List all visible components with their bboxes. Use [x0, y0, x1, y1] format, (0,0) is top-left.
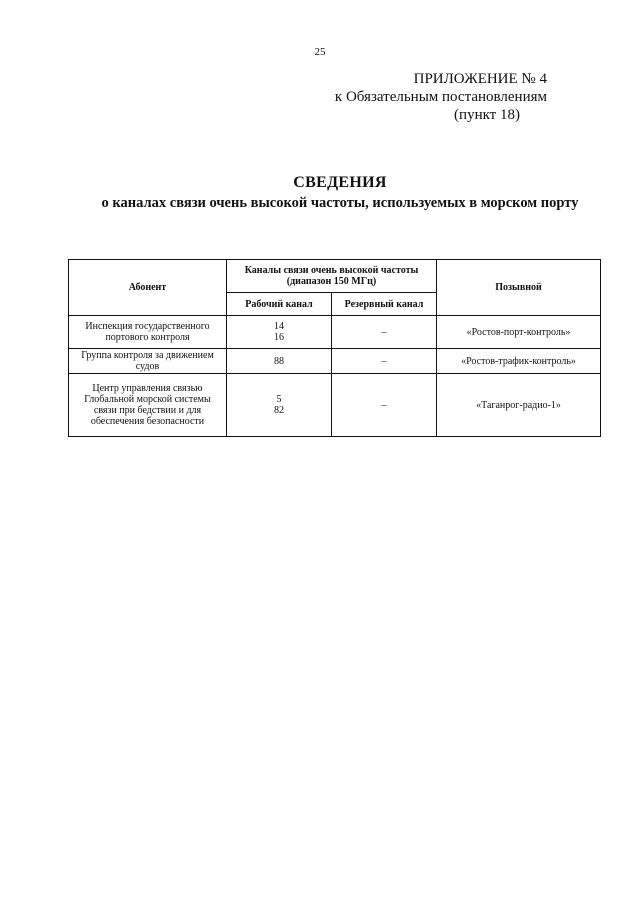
reserve-channel-cell: – [332, 374, 437, 437]
header-channels [227, 260, 437, 293]
working-channel-cell [227, 316, 332, 349]
callsign-cell: «Ростов-трафик-контроль» [437, 349, 601, 374]
callsign-cell: «Таганрог-радио-1» [437, 374, 601, 437]
working-channel-cell [227, 349, 332, 374]
header-channels-line1: Каналы связи очень высокой частоты [244, 265, 419, 276]
vhf-channels-table [68, 259, 601, 437]
callsign-cell: «Ростов-порт-контроль» [437, 316, 601, 349]
working-channel-value: 88 [274, 355, 284, 367]
header-working-channel: Рабочий канал [227, 293, 332, 316]
working-channel-value: 82 [274, 405, 284, 416]
appendix-header [287, 70, 547, 124]
appendix-title: ПРИЛОЖЕНИЕ № 4 [413, 71, 547, 87]
subscriber-line: судов [135, 361, 160, 372]
subscriber-cell [69, 316, 227, 349]
table-row [69, 316, 601, 349]
table-row [69, 349, 601, 374]
subscriber-line: связи при бедствии и для [93, 405, 202, 416]
header-subscriber: Абонент [69, 260, 227, 316]
table-row [69, 374, 601, 437]
subscriber-line: Центр управления связью [92, 383, 203, 394]
appendix-clause: (пункт 18) [454, 107, 520, 123]
subscriber-line: обеспечения безопасности [90, 416, 205, 427]
header-channels-line2: (диапазон 150 МГц) [286, 276, 377, 287]
working-channel-value: 16 [274, 332, 284, 343]
reserve-channel-cell: – [332, 316, 437, 349]
document-title: СВЕДЕНИЯ [293, 174, 387, 191]
page-number: 25 [314, 46, 326, 58]
reserve-channel-cell: – [332, 349, 437, 374]
working-channel-value: 14 [274, 321, 284, 332]
document-subtitle: о каналах связи очень высокой частоты, используемых в морском порту [101, 195, 579, 211]
working-channel-value: 5 [276, 394, 282, 405]
document-heading [60, 174, 620, 212]
subscriber-cell [69, 374, 227, 437]
subscriber-line: Инспекция государственного [85, 321, 210, 332]
header-callsign: Позывной [437, 260, 601, 316]
subscriber-cell [69, 349, 227, 374]
working-channel-cell [227, 374, 332, 437]
subscriber-line: Группа контроля за движением [81, 350, 214, 361]
header-reserve-channel: Резервный канал [332, 293, 437, 316]
subscriber-line: портового контроля [105, 332, 190, 343]
subscriber-line: Глобальной морской системы [84, 394, 211, 405]
appendix-reference: к Обязательным постановлениям [334, 89, 547, 105]
